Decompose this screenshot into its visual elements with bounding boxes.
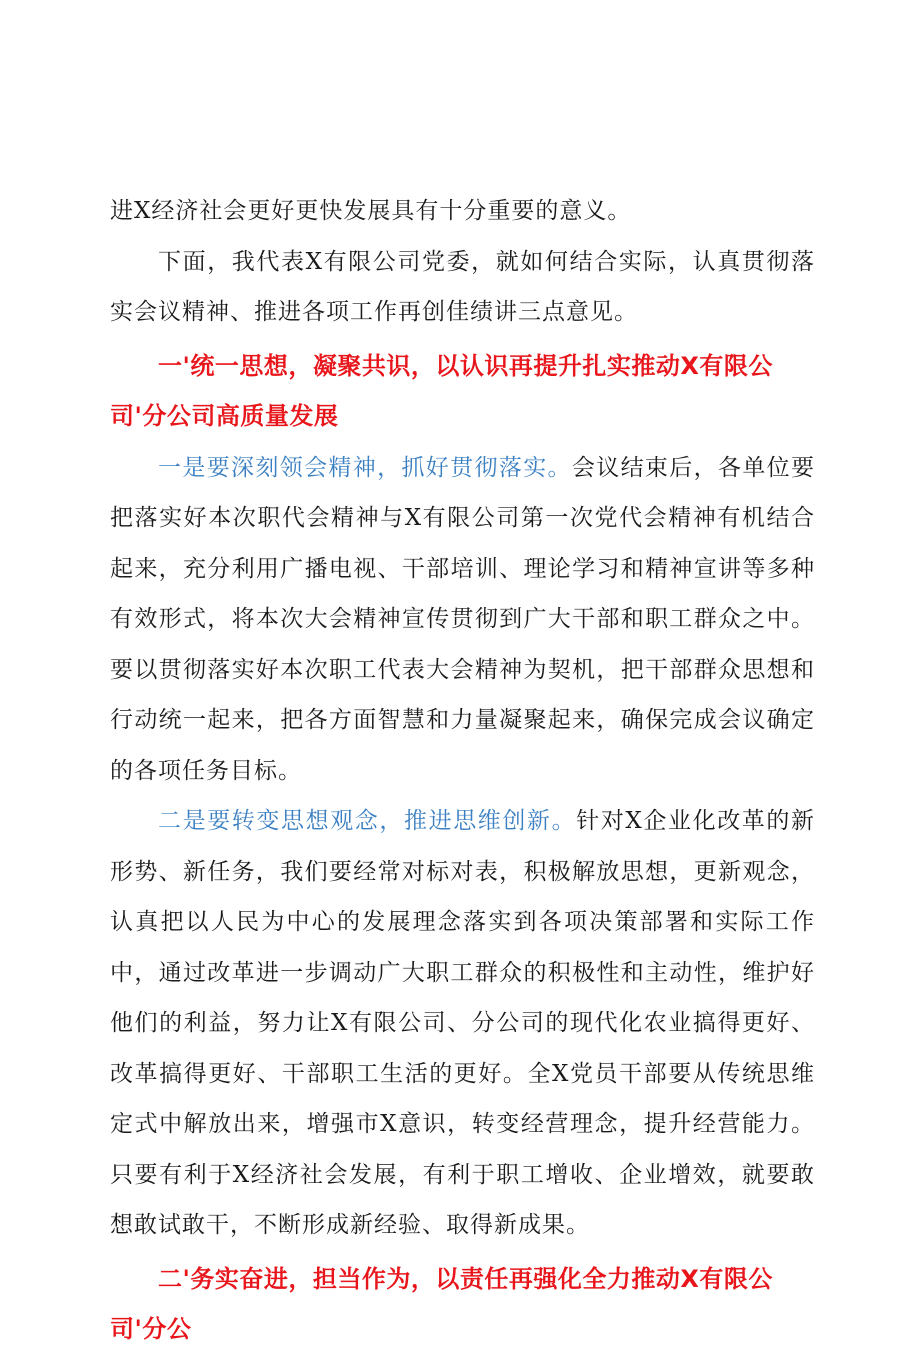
paragraph-lead: 一是要深刻领会精神，抓好贯彻落实。: [158, 454, 572, 481]
paragraph-point-2: [110, 796, 815, 1251]
section-heading-1: 一'统一思想，凝聚共识，以认识再提升扎实推动X有限公司'分公司高质量发展: [110, 351, 773, 430]
section-heading-2: 二'务实奋进，担当作为，以责任再强化全力推动X有限公司'分公: [110, 1264, 773, 1343]
paragraph-text: 针对X企业化改革的新形势、新任务，我们要经常对标对表，积极解放思想，更新观念，认真把以人民为中心的发展理念落实到各项决策部署和实际工作中，通过改革进一步调动广大职工群众的积极性和主动性，维护好他们的利益，努力让X有限公司、分公司的现代化农业搞得更好、改革搞得更好、干部职工生活的更好。全X党员干部要从传统思维定式中解放出来，增强市X意识，转变经营理念，提升经营能力。只要有利于X经济社会发展，有利于职工增收、企业增效，就要敢想敢试敢干，不断形成新经验、取得新成果。: [110, 808, 816, 1238]
paragraph-point-1: [110, 443, 815, 797]
paragraph-text: 下面，我代表X有限公司党委，就如何结合实际，认真贯彻落实会议精神、推进各项工作再创佳绩讲三点意见。: [110, 248, 815, 325]
paragraph-text: 进X经济社会更好更快发展具有十分重要的意义。: [110, 198, 632, 224]
paragraph-intro: [110, 237, 815, 338]
paragraph-text: 会议结束后，各单位要把落实好本次职代会精神与X有限公司第一次党代会精神有机结合起来，充分利用广播电视、干部培训、理论学习和精神宣讲等多种有效形式，将本次大会精神宣传贯彻到广大干部和职工群众之中。要以贯彻落实好本次职工代表大会精神为契机，把干部群众思想和行动统一起来，把各方面智慧和力量凝聚起来，确保完成会议确定的各项任务目标。: [110, 454, 816, 784]
paragraph-continuation: [110, 186, 815, 237]
paragraph-lead: 二是要转变思想观念，推进思维创新。: [158, 808, 577, 834]
document-body: [110, 186, 815, 1356]
